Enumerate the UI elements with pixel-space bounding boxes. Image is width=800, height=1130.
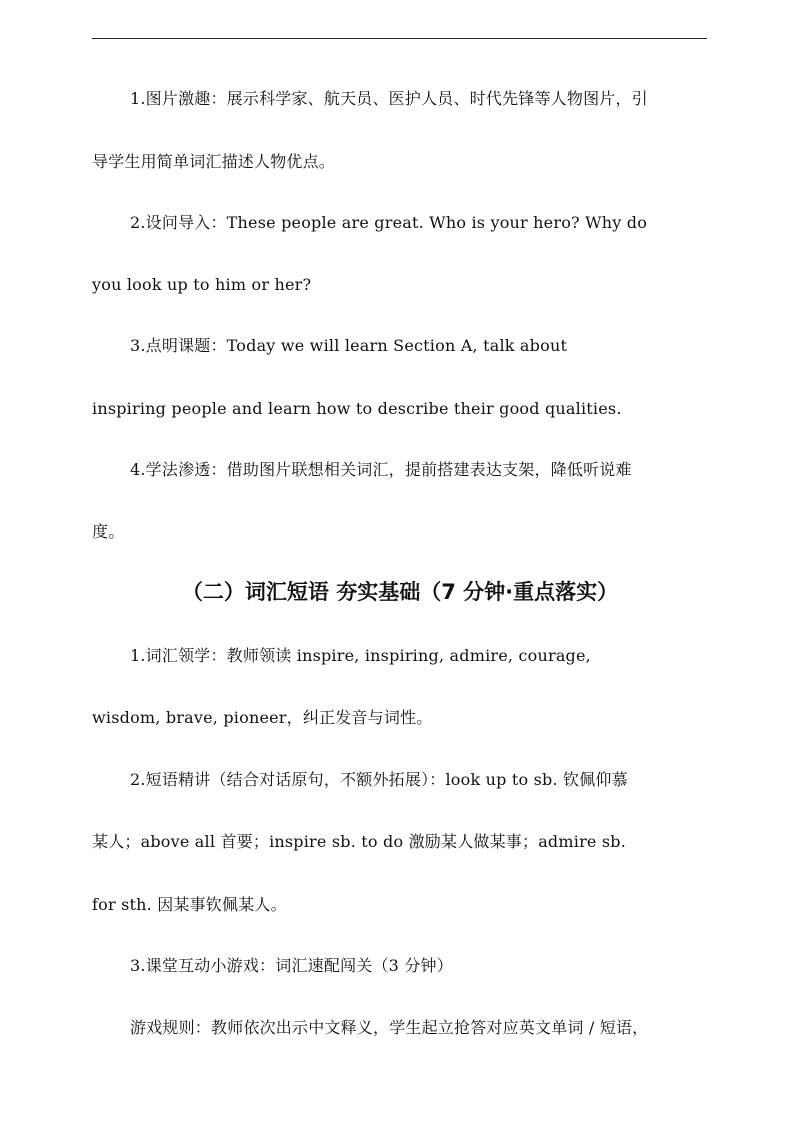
paragraph-line-9: 1.词汇领学：教师领读 inspire, inspiring, admire, courage, bbox=[130, 646, 591, 665]
paragraph-line-15: 游戏规则：教师依次出示中文释义，学生起立抢答对应英文单词 / 短语， bbox=[130, 1018, 649, 1037]
section-heading: （二）词汇短语 夯实基础（7 分钟·重点落实） bbox=[181, 580, 619, 604]
header-rule bbox=[92, 38, 707, 39]
paragraph-line-6: inspiring people and learn how to describe their good qualities. bbox=[92, 399, 622, 418]
paragraph-line-7: 4.学法渗透：借助图片联想相关词汇，提前搭建表达支架，降低听说难 bbox=[130, 460, 632, 479]
paragraph-line-11: 2.短语精讲（结合对话原句，不额外拓展）：look up to sb. 钦佩仰慕 bbox=[130, 770, 628, 789]
paragraph-line-8: 度。 bbox=[92, 522, 125, 541]
paragraph-line-1: 1.图片激趣：展示科学家、航天员、医护人员、时代先锋等人物图片，引 bbox=[130, 89, 648, 108]
paragraph-line-10: wisdom, brave, pioneer，纠正发音与词性。 bbox=[92, 708, 433, 727]
paragraph-line-3: 2.设问导入：These people are great. Who is your hero? Why do bbox=[130, 213, 648, 232]
paragraph-line-5: 3.点明课题：Today we will learn Section A, talk about bbox=[130, 336, 568, 355]
paragraph-line-14: 3.课堂互动小游戏：词汇速配闯关（3 分钟） bbox=[130, 956, 453, 975]
paragraph-line-13: for sth. 因某事钦佩某人。 bbox=[92, 895, 287, 914]
paragraph-line-4: you look up to him or her? bbox=[92, 275, 312, 294]
paragraph-line-2: 导学生用简单词汇描述人物优点。 bbox=[92, 152, 336, 171]
paragraph-line-12: 某人；above all 首要；inspire sb. to do 激励某人做某事；admire sb. bbox=[92, 832, 627, 851]
